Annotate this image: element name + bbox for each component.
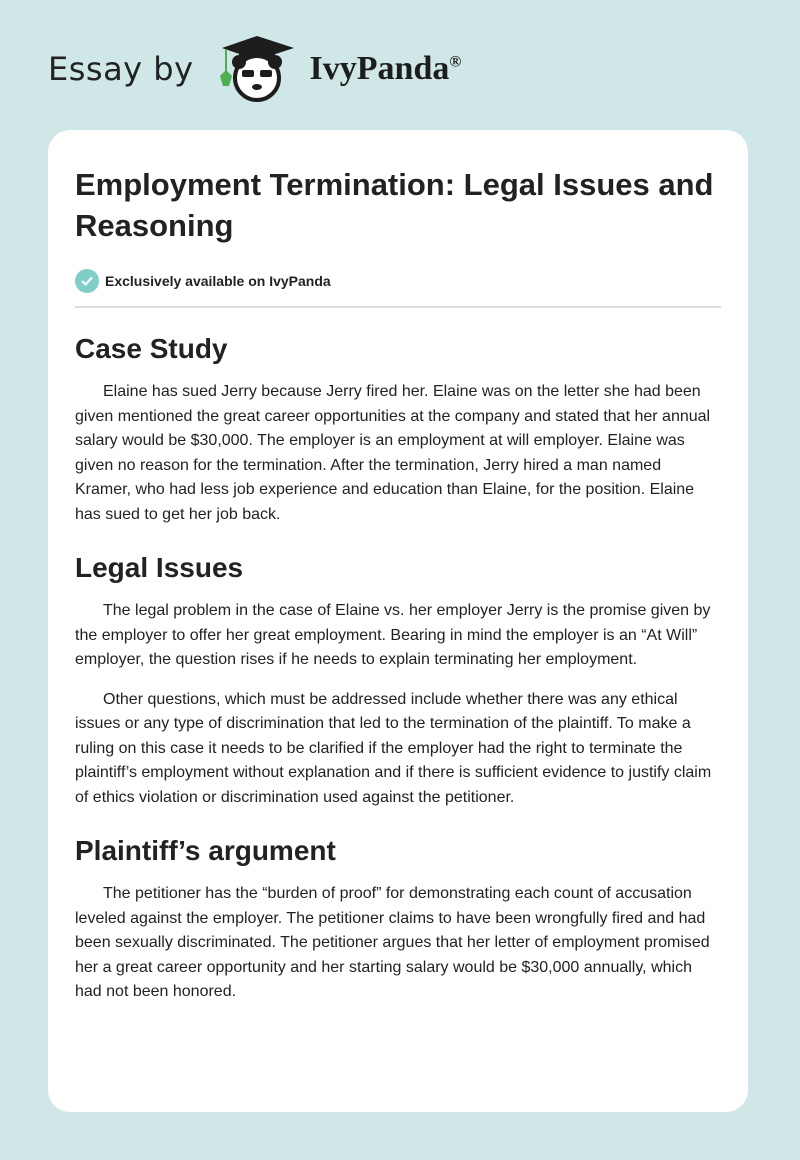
paragraph: The legal problem in the case of Elaine vs. her employer Jerry is the promise given by the employer to offer her great employment. Bearing in mind the employer is an “At Will” employer, the question rises if he needs to explain terminating her employment. — [75, 602, 711, 668]
exclusive-badge — [75, 269, 721, 308]
section-heading: Plaintiff’s argument — [75, 835, 336, 866]
section-heading: Case Study — [75, 333, 228, 364]
panda-logo-icon[interactable] — [212, 34, 302, 104]
registered-mark: ® — [449, 53, 462, 71]
section-heading: Legal Issues — [75, 552, 244, 583]
brand-name[interactable] — [310, 50, 462, 88]
article-card — [48, 130, 748, 1112]
paragraph: Elaine has sued Jerry because Jerry fired her. Elaine was on the letter she had been given mentioned the great career opportunities at the company and stated that her annual salary would be $30,000. The employer is an employment at will employer. Elaine was given no reason for the termination. After the termination, Jerry hired a man named Kramer, who had less job experience and education than Elaine, for the position. Elaine has sued to get her job back. — [75, 383, 711, 523]
brand-text: IvyPanda — [309, 50, 450, 87]
paragraph: Other questions, which must be addressed include whether there was any ethical issues or any type of discrimination that led to the termination of the plaintiff. To make a ruling on this case it needs to be clarified if the employer had the right to terminate the plaintiff’s employment without explanation and if there is sufficient evidence to justify claim of ethics violation or discrimination used against the petitioner. — [75, 690, 712, 806]
check-icon — [75, 269, 99, 293]
paragraph: The petitioner has the “burden of proof” for demonstrating each count of accusation leveled against the employer. The petitioner claims to have been wrongfully fired and had been sexually discriminated. The petitioner argues that her letter of employment promised her a great career opportunity and her starting salary would be $30,000 annually, which had not been honored. — [75, 885, 710, 1000]
article-title: Employment Termination: Legal Issues and Reasoning — [75, 167, 714, 243]
site-header — [48, 34, 461, 104]
badge-text: Exclusively available on IvyPanda — [105, 273, 331, 289]
essay-by-label: Essay by — [48, 50, 194, 88]
